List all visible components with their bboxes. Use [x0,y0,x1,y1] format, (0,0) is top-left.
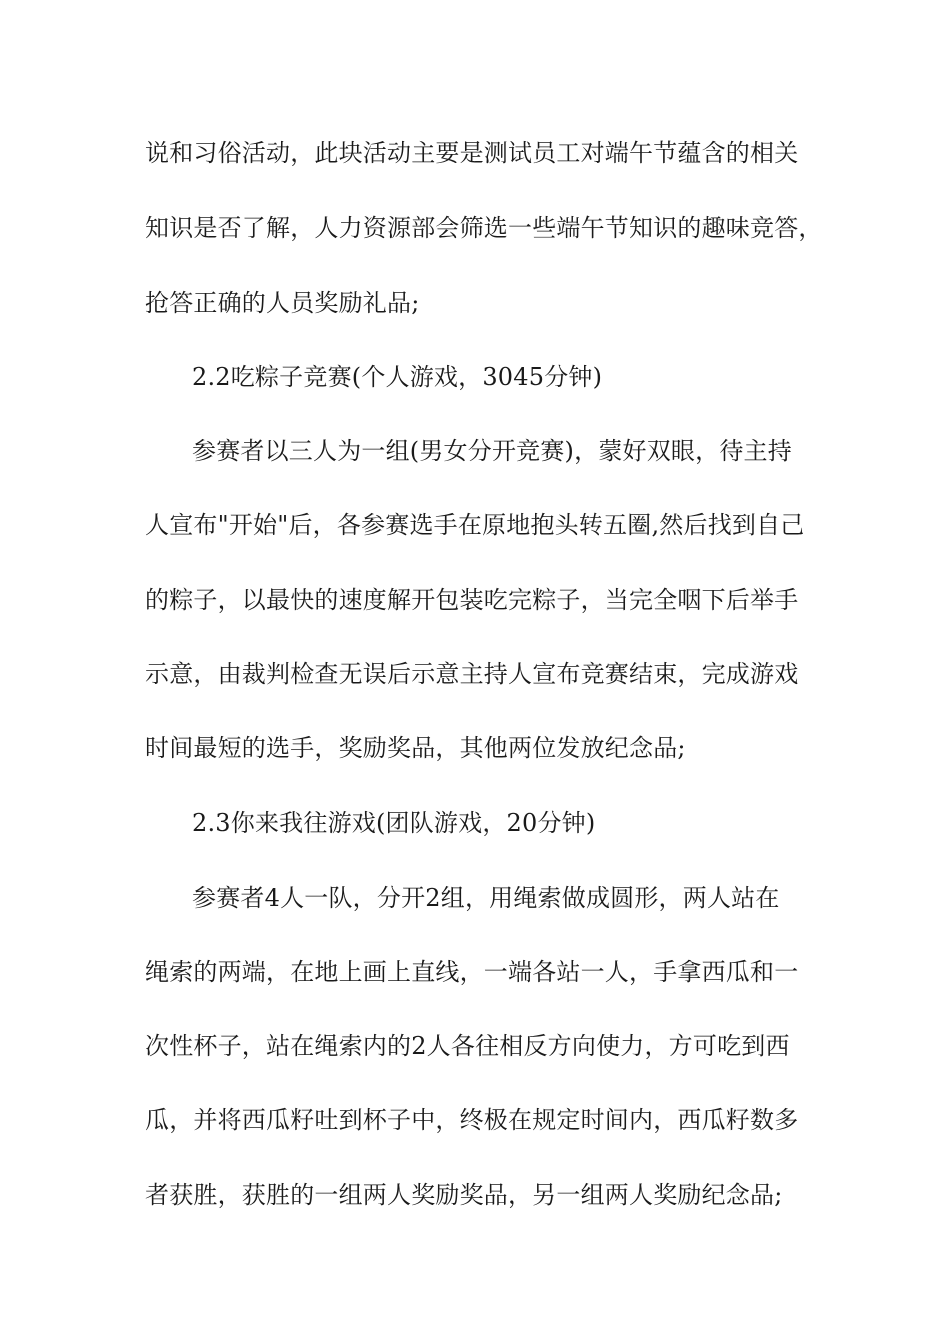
paragraph-line: 示意，由裁判检查无误后示意主持人宣布竞赛结束，完成游戏 [145,660,799,688]
paragraph-line: 者获胜，获胜的一组两人奖励奖品，另一组两人奖励纪念品; [145,1181,783,1209]
paragraph-line: 参赛者以三人为一组(男女分开竞赛)，蒙好双眼，待主持 [192,437,792,465]
paragraph-line: 抢答正确的人员奖励礼品; [145,289,420,317]
paragraph-line: 时间最短的选手，奖励奖品，其他两位发放纪念品; [145,734,686,762]
paragraph-line: 次性杯子，站在绳索内的2人各往相反方向使力，方可吃到西 [145,1032,790,1060]
paragraph-line: 参赛者4人一队，分开2组，用绳索做成圆形，两人站在 [192,884,780,912]
section-heading-2-2: 2.2吃粽子竞赛(个人游戏，3045分钟) [192,363,603,391]
paragraph-line: 人宣布"开始"后，各参赛选手在原地抱头转五圈,然后找到自己 [145,511,805,539]
paragraph-line: 的粽子，以最快的速度解开包装吃完粽子，当完全咽下后举手 [145,586,799,614]
paragraph-line: 瓜，并将西瓜籽吐到杯子中，终极在规定时间内，西瓜籽数多 [145,1106,799,1134]
paragraph-line: 说和习俗活动，此块活动主要是测试员工对端午节蕴含的相关 [145,139,799,167]
paragraph-line: 知识是否了解，人力资源部会筛选一些端午节知识的趣味竞答， [145,214,823,242]
paragraph-line: 绳索的两端，在地上画上直线，一端各站一人，手拿西瓜和一 [145,958,799,986]
section-heading-2-3: 2.3你来我往游戏(团队游戏，20分钟) [192,809,596,837]
